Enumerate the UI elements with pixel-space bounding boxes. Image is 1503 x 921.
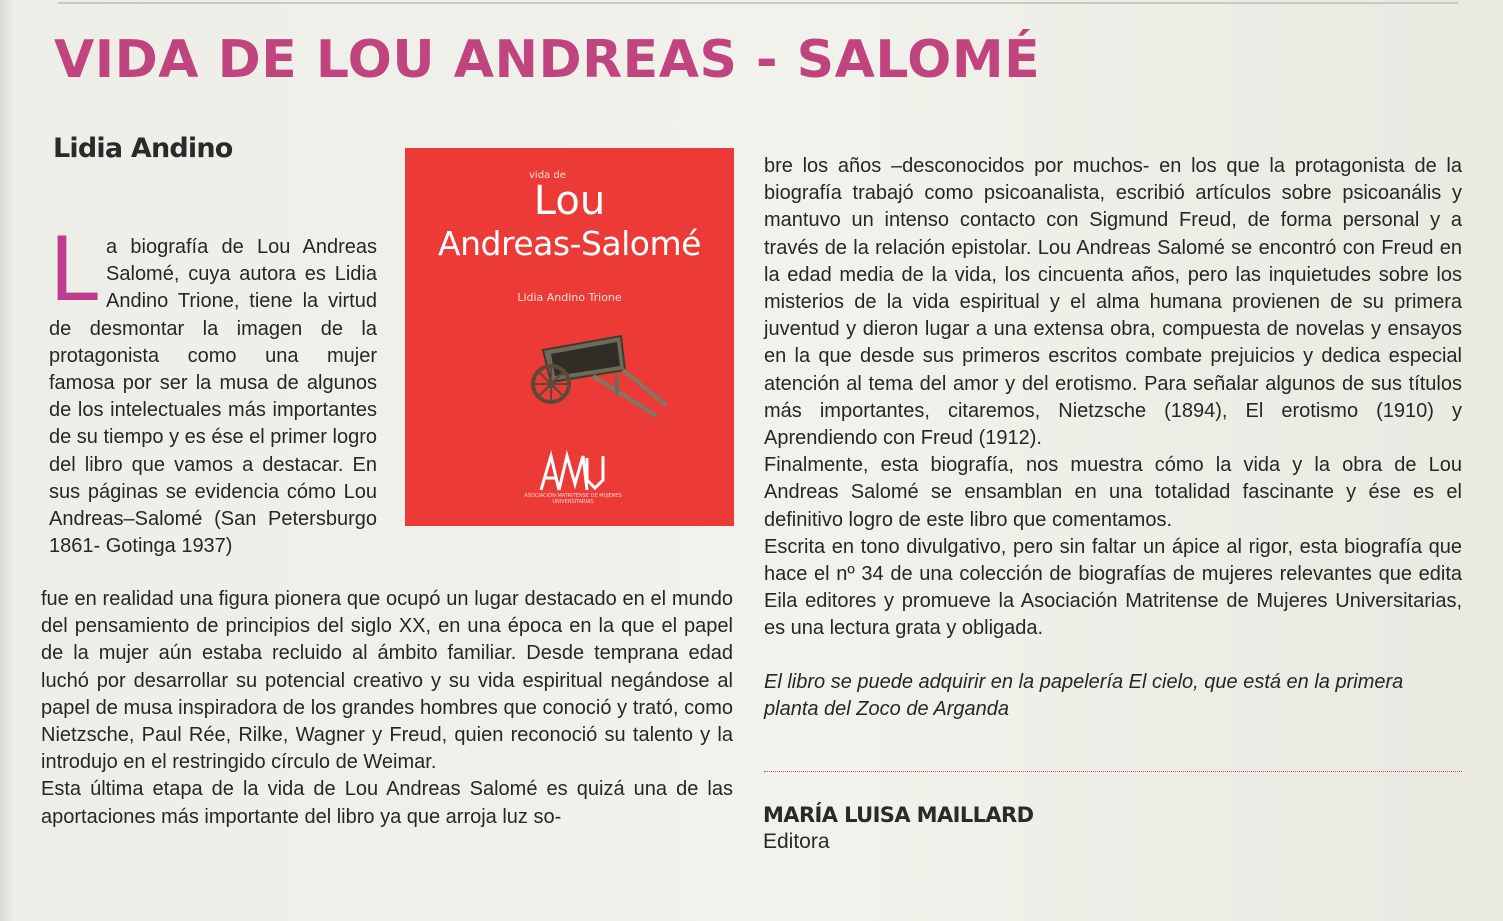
cover-title-line1: Lou (533, 178, 606, 224)
intro-text: a biografía de Lou Andreas Salomé, cuya autora es Lidia Andino Trione, tiene la virtud de desmontar la imagen de la protagonista como una mujer famosa por ser la musa de algunos de los intelectuales más importantes de su tiempo y es ése el primer logro del libro que vamos a destacar. En sus páginas se evidencia cómo Lou Andreas–Salomé (San Petersburgo 1861- Gotinga 1937) (49, 236, 377, 558)
logo-text: AMMU (575, 450, 579, 451)
right-column-text (764, 153, 1462, 723)
cover-small-title: vida de (529, 170, 566, 181)
ammu-logo (539, 450, 611, 492)
dotted-separator (764, 771, 1462, 772)
article-title: VIDA DE LOU ANDREAS - SALOMÉ (54, 30, 1041, 90)
right-paragraph-1: bre los años –desconocidos por muchos- en los que la protagonista de la biografía trabajó como psicoanalista, escribió artículos sobre psicoanális y mantuvo un intenso contacto con Sigmund Freud, de forma personal y a través de la relación epistolar. Lou Andreas Salomé se encontró con Freud en la edad media de la vida, los cincuenta años, pero las inquietudes sobre los misterios de la vida espiritual y el alma humana provienen de su primera juventud y dieron lugar a una extensa obra, compuesta de novelas y ensayos en la que desde sus primeros escritos combate prejuicios y dedica especial atención al tema del amor y del erotismo. Para señalar algunos de sus títulos más importantes, citaremos, Nietzsche (1894), El erotismo (1910) y Aprendiendo con Freud (1912). (764, 155, 1462, 450)
book-cover-image (405, 148, 734, 526)
availability-note: El libro se puede adquirir en la papelería El cielo, que está en la primera planta del Zoco de Arganda (764, 670, 1404, 720)
cover-association: ASOCIACIÓN MATRITENSE DE MUJERES UNIVERSITARIAS (524, 493, 622, 505)
right-paragraph-3: Escrita en tono divulgativo, pero sin faltar un ápice al rigor, esta biografía que hace el nº 34 de una colección de biografías de mujeres relevantes que edita Eila editores y promueve la Asociación Matritense de Mujeres Universitarias, es una lectura grata y obligada. (764, 535, 1462, 640)
right-paragraph-2: Finalmente, esta biografía, nos muestra cómo la vida y la obra de Lou Andreas Salomé se ensamblan en una totalidad fascinante y ése es el definitivo logro de este libro que comentamos. (764, 454, 1462, 531)
signer-name: MARÍA LUISA MAILLARD (763, 803, 1034, 827)
paragraph-second: Esta última etapa de la vida de Lou Andreas Salomé es quizá una de las aportaciones más importante del libro ya que arroja luz so- (41, 778, 733, 828)
article-author: Lidia Andino (53, 133, 233, 164)
top-rule (58, 2, 1458, 4)
page-fold-shadow (0, 0, 14, 921)
cover-author: Lidia Andino Trione (517, 291, 622, 304)
cart-illustration (521, 330, 671, 422)
paragraph-continued: fue en realidad una figura pionera que ocupó un lugar destacado en el mundo del pensamiento de principios del siglo XX, en una época en la que el papel de la mujer aún estaba recluido al ámbito familiar. Desde temprana edad luchó por desarrollar su potencial creativo y su vida espiritual negándose al papel de musa inspiradora de los grandes hombres que conoció y trató, como Nietzsche, Paul Rée, Rilke, Wagner y Freud, quien reconoció su talento y la introdujo en el restringido círculo de Weimar. (41, 588, 733, 774)
drop-cap: L (49, 218, 99, 321)
signer-role: Editora (763, 830, 830, 853)
cover-title-line2: Andreas-Salomé (438, 224, 701, 263)
left-wide-text (41, 586, 733, 831)
intro-paragraph (49, 218, 377, 560)
